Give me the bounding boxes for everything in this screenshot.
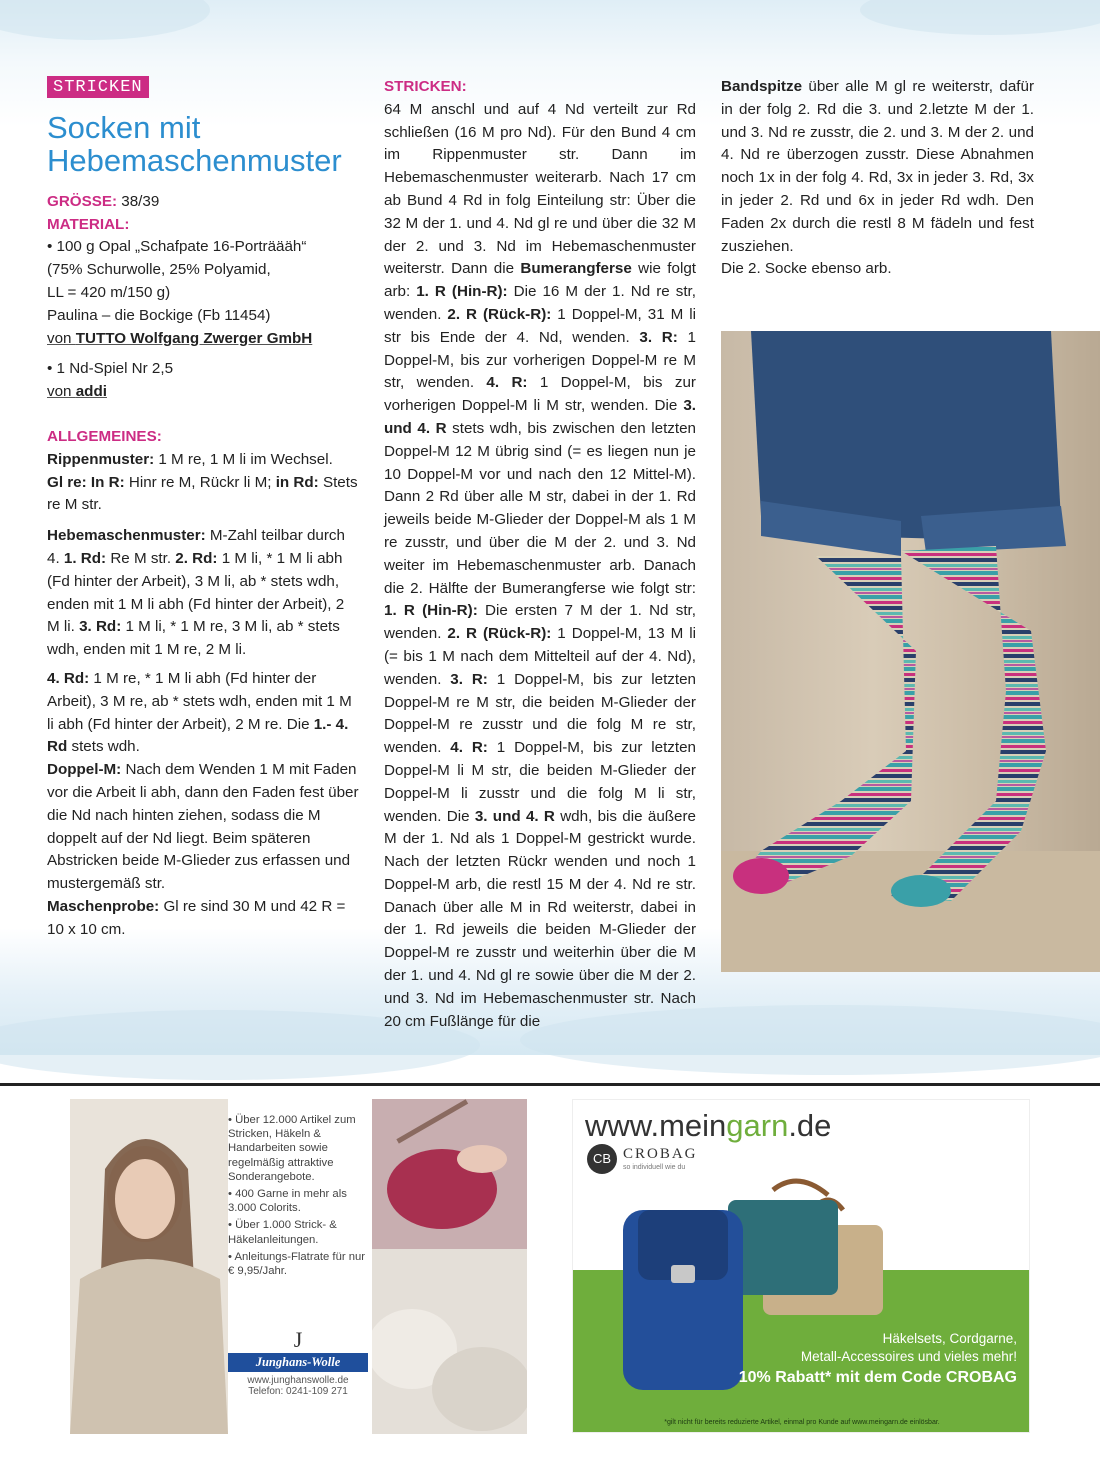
second-sock: Die 2. Socke ebenso arb. [721, 260, 892, 278]
junghans-ad[interactable] [70, 1099, 527, 1434]
size-line: GRÖSSE: 38/39 [47, 192, 160, 210]
left-column: STRICKEN Socken mit Hebemaschenmuster GRÖSSE: 38/39 MATERIAL: • 100 g Opal „Schafpate 16-Porträääh“ (75% Schurwolle, 25% Polyamid, LL = 420 m/150 g) Paulina – die Bockige (Fb 11454) von TUTTO Wolfgang Zwerger GmbH • 1 Nd-Spiel Nr 2,5 von addi ALLGEMEINES: Rippenmuster: 1 M re, 1 M li im Wechsel. Gl re: In R: Hinr re M, Rückr li M; in Rd: Stets re M str. Hebemaschenmuster: M-Zahl teilbar durch 4. 1. Rd: Re M str. 2. Rd: 1 M li, * 1 M li abh (Fd hinter der Arbeit), 3 M li, ab * stets wdh, enden mit 1 M li abh (Fd hinter der Arbeit), 2 M li. 3. Rd: 1 M li, * 1 M re, 3 M li, ab * stets wdh, enden mit 1 M re, 2 M li. 4. Rd: 1 M re, * 1 M li abh (Fd hinter der Arbeit), 3 M re, ab * stets wdh, enden mit 1 M li abh (Fd hinter der Arbeit), 2 M re. Die 1.- 4. Rd stets wdh. Doppel-M: Nach dem Wenden 1 M mit Faden vor die Arbeit li abh, dann den Faden fest über die Nd nach hinten ziehen, sodass die M doppelt auf der Nd liegt. Beim späteren Abstricken beide M-Glieder zus erfassen und mustergemäß str. Maschenprobe: Gl re sind 30 M und 42 R = 10 x 10 cm. [47, 76, 359, 942]
general-heading: ALLGEMEINES: [47, 427, 162, 445]
junghans-j-icon: J [293, 1327, 303, 1352]
material-heading: MATERIAL: [47, 215, 130, 233]
slip-stitch-pattern: Hebemaschenmuster: M-Zahl teilbar durch 4. 1. Rd: Re M str. 2. Rd: 1 M li, * 1 M li abh (Fd hinter der Arbeit), 3 M li, ab * stets wdh, enden mit 1 M li abh (Fd hinter der Arbeit), 2 M li. 3. Rd: 1 M li, * 1 M re, 3 M li, ab * stets wdh, enden mit 1 M re, 2 M li. [47, 527, 345, 659]
socks-illustration [721, 331, 1100, 972]
stockinette: Gl re: In R: Hinr re M, Rückr li M; in Rd: Stets re M str. [47, 473, 358, 514]
meingarn-footnote: *gilt nicht für bereits reduzierte Artikel, einmal pro Kunde auf www.meingarn.de einlösbar. [664, 1419, 940, 1426]
needle-supplier: von addi [47, 383, 107, 401]
section-divider [0, 1083, 1100, 1086]
section-tag: STRICKEN [47, 76, 149, 98]
rib-pattern: Rippenmuster: 1 M re, 1 M li im Wechsel. [47, 450, 333, 468]
junghans-logo-block [228, 1327, 368, 1397]
meingarn-ad[interactable] [572, 1099, 1030, 1433]
socks-photo [721, 331, 1100, 972]
model-photo [70, 1099, 228, 1434]
right-column [721, 76, 1034, 281]
page-title: Socken mit Hebemaschenmuster [47, 109, 342, 178]
junghans-url[interactable]: www.junghanswolle.de [247, 1375, 349, 1386]
double-stitch: Doppel-M: Nach dem Wenden 1 M mit Faden vor die Arbeit li abh, dann den Faden fest über die Nd nach hinten ziehen, sodass die M doppelt auf der Nd liegt. Beim späteren Abstricken beide M-Glieder zus erfassen und mustergemäß str. [47, 761, 359, 893]
discount-code: 10% Rabatt* mit dem Code CROBAG [738, 1369, 1017, 1386]
junghans-phone: Telefon: 0241-109 271 [248, 1386, 348, 1397]
gauge: Maschenprobe: Gl re sind 30 M und 42 R = 10 x 10 cm. [47, 897, 346, 938]
knit-instructions: 64 M anschl und auf 4 Nd verteilt zur Rd schließen (16 M pro Nd). Für den Bund 4 cm im Rippenmuster str. Dann im Hebemaschenmuster weiterarb. Nach 17 cm ab Bund 4 Rd in folg Einteilung str: Über die 32 M der 1. und 4. Nd gl re und über die 32 M der 2. und 3. Nd im Hebemaschenmuster weiterstr. Dann die Bumerangferse wie folgt arb: 1. R (Hin-R): Die 16 M der 1. Nd re str, wenden. 2. R (Rück-R): 1 Doppel-M, 31 M li str bis Ende der 4. Nd, wenden. 3. R: 1 Doppel-M, bis zur vorherigen Doppel-M re M str, wenden. 4. R: 1 Doppel-M, bis zur vorherigen Doppel-M li M str, wenden. Die 3. und 4. R stets wdh, bis zwischen den letzten Doppel-M 12 M übrig sind (= es liegen nun je 10 Doppel-M vor und nach den 12 Mittel-M). Dann 2 Rd über alle M str, dabei in der 1. Rd jeweils beide M-Glieder der Doppel-M als 1 M re zusstr, und über die M der 2. und 3. Nd weiter im Hebemaschenmuster arb. Danach die 2. Hälfte der Bumerangferse wie folgt str: 1. R (Hin-R): Die ersten 7 M der 1. Nd str, wenden. 2. R (Rück-R): 1 Doppel-M, 13 M li (= bis 1 M nach dem Mittelteil auf der 4. Nd), wenden. 3. R: 1 Doppel-M, bis zur letzten Doppel-M re M str, die beiden M-Glieder der Doppel-M re zusstr und die folg M re str, wenden. 4. R: 1 Doppel-M, bis zur letzten Doppel-M li M str, die beiden M-Glieder der Doppel-M li zusstr und die folg M li str, wenden. Die 3. und 4. R wdh, bis die äußere M der 1. Nd als 1 Doppel-M gestrickt wurde. Nach der letzten Rückr wenden und noch 1 Doppel-M arb, die restl 15 M der 4. Nd re str. Danach über alle M in Rd weiterstr, dabei in der 1. Rd jeweils die beiden M-Glieder der Doppel-M re zusstr und weiterhin über die M der 1. und 4. Nd gl re sowie über die M der 2. und 3. Nd im Hebemaschenmuster str. Nach 20 cm Fußlänge für die [384, 100, 697, 1030]
crobag-tagline: so individuell wie du [623, 1164, 686, 1171]
yarn-supplier: von TUTTO Wolfgang Zwerger GmbH [47, 329, 313, 347]
toe-instructions: Bandspitze über alle M gl re weiterstr, dafür in der folg 2. Rd die 3. und 2.letzte M der 1. und 3. Nd re zusstr, die 2. und 3. M der 2. und 4. Nd re überzogen zusstr. Diese Abnahmen noch 1x in der folg 4. Rd, 3x in jeder 3. Rd, 3x in jeder 2. Rd und 6x in jeder Rd wdh. Den Faden 2x durch die restl 8 M fädeln und fest zusziehen. [721, 78, 1034, 255]
round-4: 4. Rd: 1 M re, * 1 M li abh (Fd hinter der Arbeit), 3 M re, ab * stets wdh, enden mit 1 M li abh (Fd hinter der Arbeit), 2 M re. Die 1.- 4. Rd stets wdh. [47, 669, 352, 756]
junghans-features: • Über 12.000 Artikel zum Stricken, Häkeln & Handarbeiten sowie regelmäßig attraktive Sonderangebote. • 400 Garne in mehr als 3.000 Colorits. • Über 1.000 Strick- & Häkelanleitungen. • Anleitungs-Flatrate für nur € 9,95/Jahr. [228, 1114, 366, 1278]
crobag-brand: CROBAG [623, 1146, 698, 1162]
meingarn-copy: Häkelsets, Cordgarne, Metall-Accessoires und vieles mehr! 10% Rabatt* mit dem Code CROBAG [738, 1331, 1017, 1386]
junghans-logo: Junghans-Wolle [228, 1353, 368, 1372]
knit-heading: STRICKEN: [384, 78, 467, 95]
middle-column [384, 76, 696, 1033]
bags-illustration [613, 1170, 903, 1430]
meingarn-url[interactable]: www.meingarn.de [585, 1108, 832, 1143]
crobag-logo-icon: CB [587, 1144, 617, 1174]
yarn-photos [372, 1099, 527, 1434]
